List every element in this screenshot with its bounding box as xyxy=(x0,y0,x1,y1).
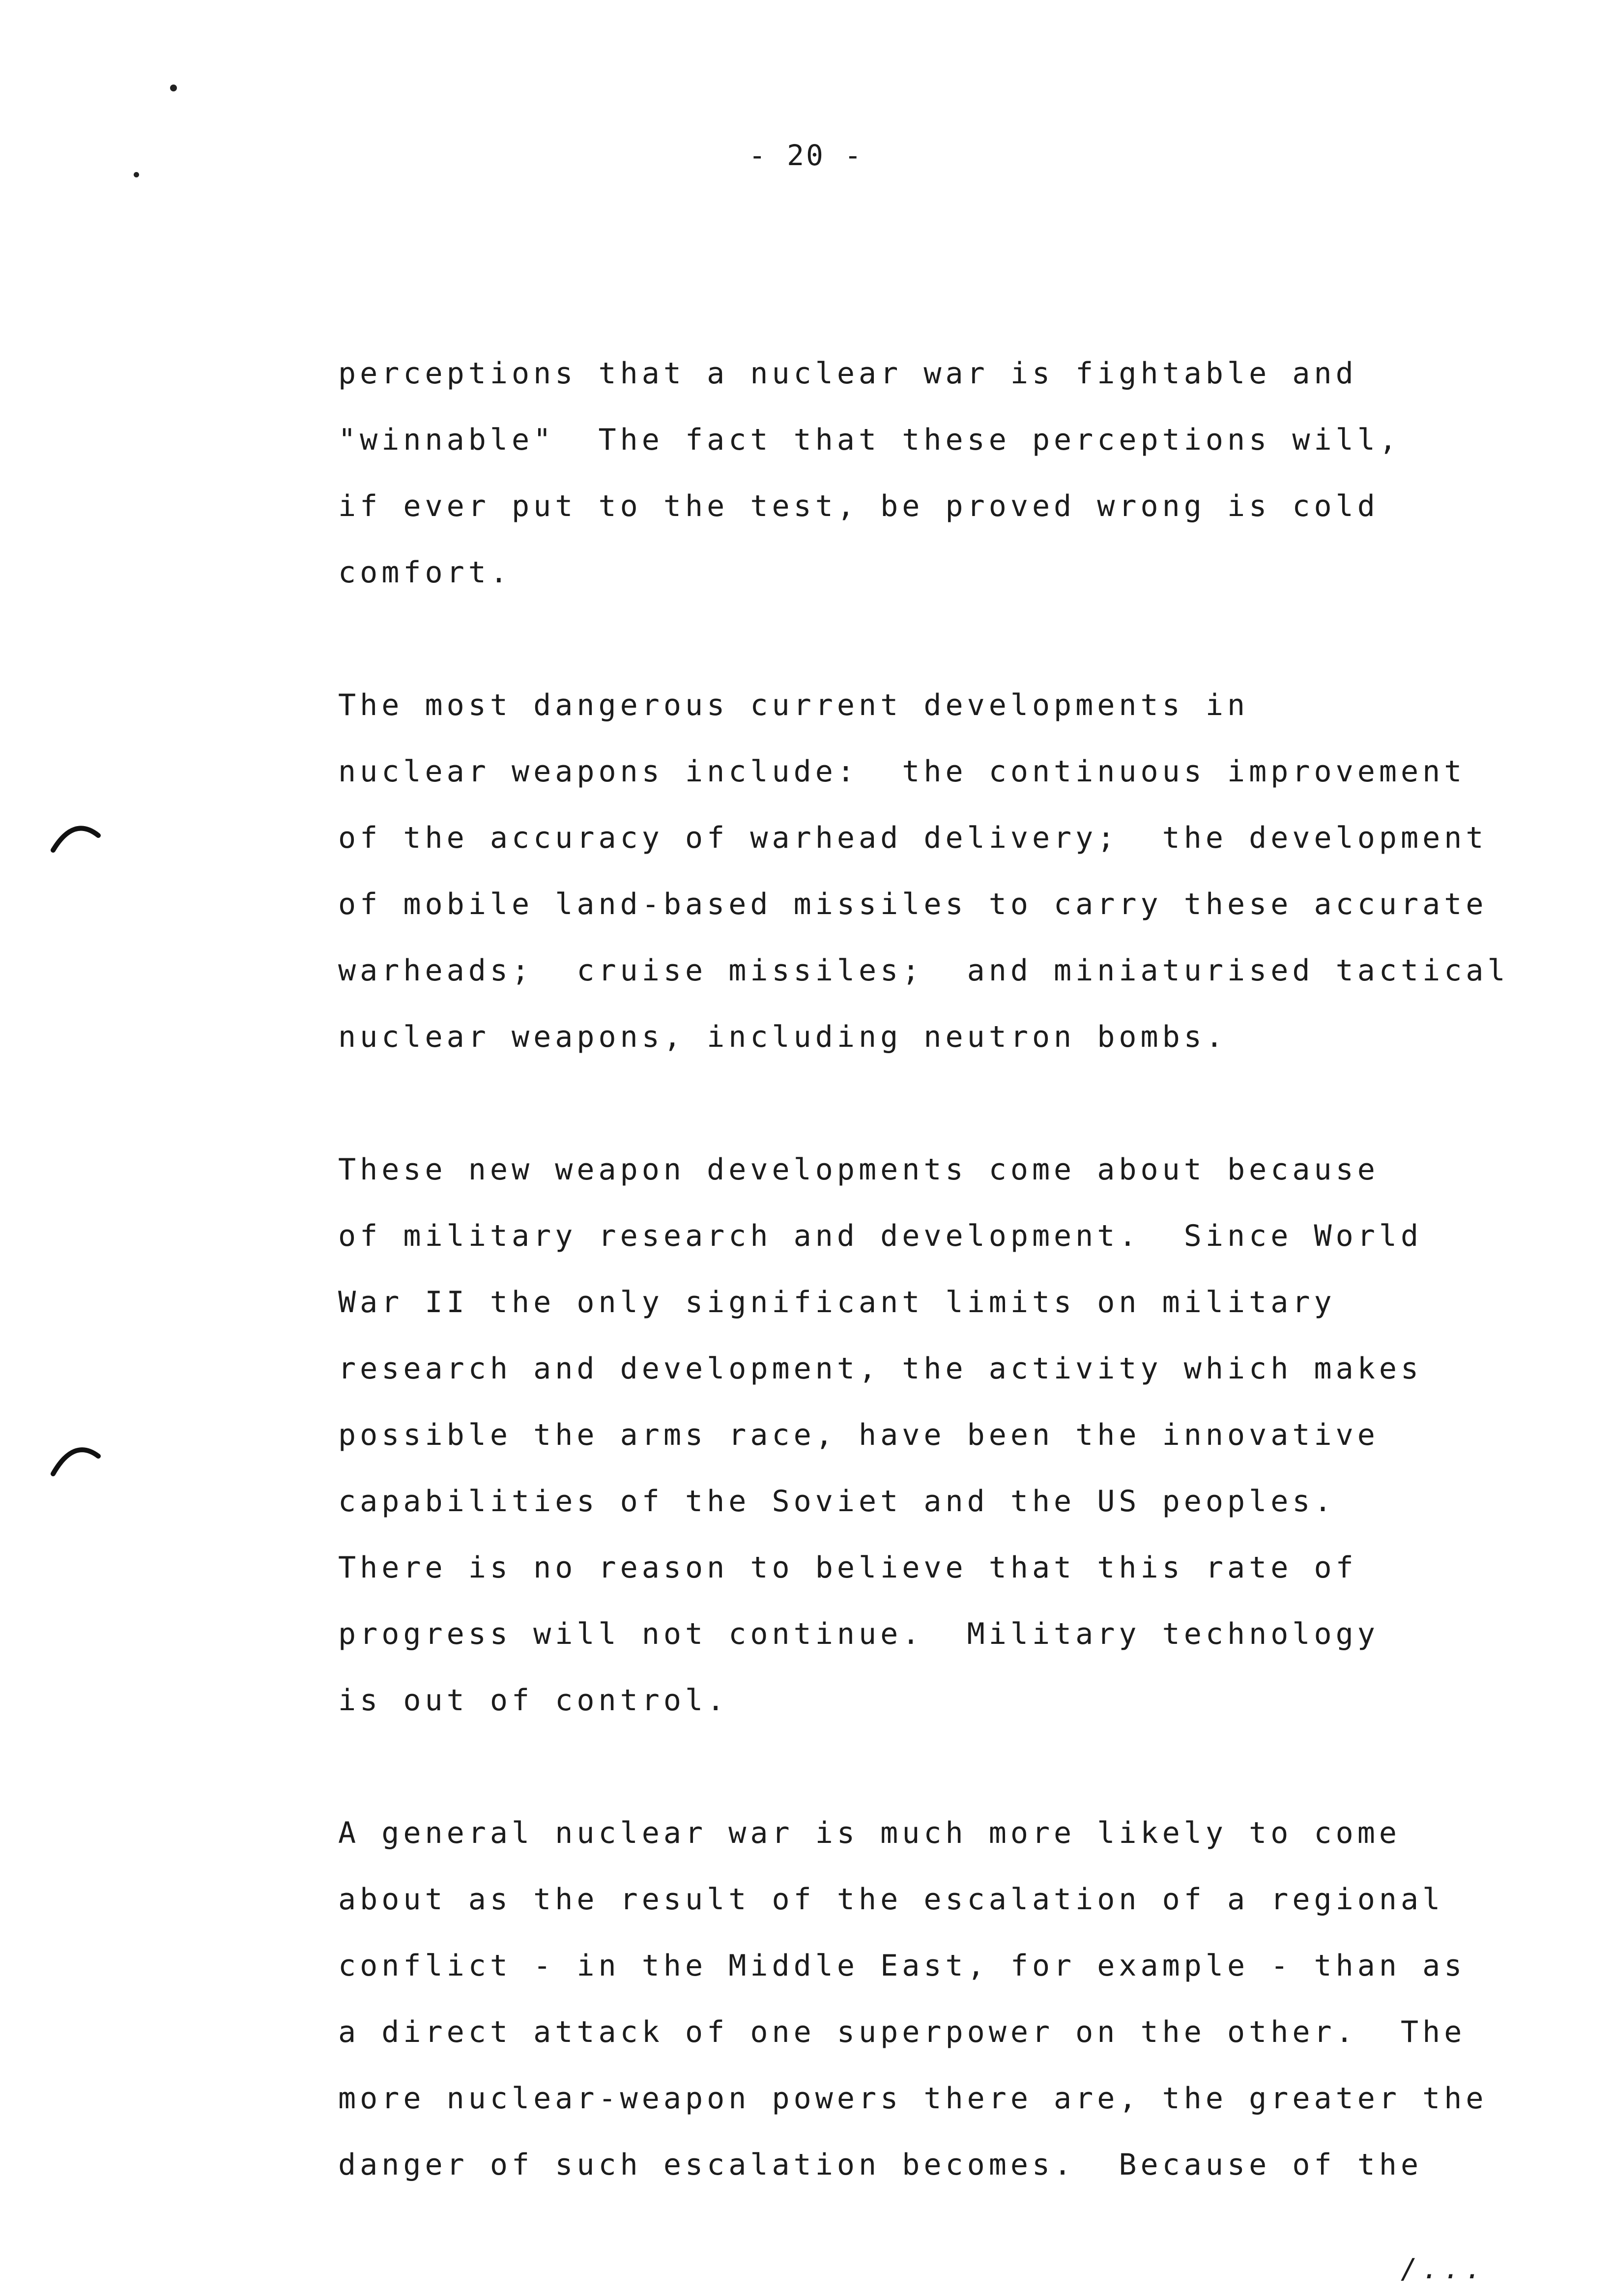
text-line: danger of such escalation becomes. Because of the xyxy=(338,2148,1423,2182)
text-line: "winnable" The fact that these perceptions will, xyxy=(338,423,1401,457)
scan-speck xyxy=(170,85,177,91)
punch-hole-arc xyxy=(49,816,103,855)
text-line: There is no reason to believe that this rate of xyxy=(338,1550,1357,1585)
text-line: warheads; cruise missiles; and miniaturised tactical xyxy=(338,953,1509,988)
text-line: conflict - in the Middle East, for example - than as xyxy=(338,1949,1466,1983)
text-line: more nuclear-weapon powers there are, the greater the xyxy=(338,2081,1488,2116)
text-line: War II the only significant limits on military xyxy=(338,1285,1336,1320)
text-line: perceptions that a nuclear war is fightable and xyxy=(338,356,1357,391)
text-line: of the accuracy of warhead delivery; the development xyxy=(338,821,1488,855)
text-line: The most dangerous current developments in xyxy=(338,688,1249,722)
text-line: if ever put to the test, be proved wrong is cold xyxy=(338,489,1379,523)
text-line: of military research and development. Since World xyxy=(338,1219,1423,1253)
text-line: A general nuclear war is much more likely to come xyxy=(338,1816,1401,1850)
text-line: about as the result of the escalation of a regional xyxy=(338,1882,1444,1917)
text-line: nuclear weapons include: the continuous improvement xyxy=(338,754,1466,789)
text-line: possible the arms race, have been the innovative xyxy=(338,1418,1379,1452)
text-line: progress will not continue. Military technology xyxy=(338,1617,1379,1651)
scan-speck xyxy=(134,172,139,177)
text-line: research and development, the activity which makes xyxy=(338,1351,1423,1386)
page-number: - 20 - xyxy=(748,139,864,172)
text-line: is out of control. xyxy=(338,1683,729,1718)
text-line: These new weapon developments come about because xyxy=(338,1152,1379,1187)
continuation-mark: /... xyxy=(1401,2253,1487,2285)
text-line: comfort. xyxy=(338,555,512,590)
text-line: nuclear weapons, including neutron bombs. xyxy=(338,1020,1228,1054)
punch-hole-arc xyxy=(49,1437,103,1477)
text-line: capabilities of the Soviet and the US peoples. xyxy=(338,1484,1336,1519)
text-line: a direct attack of one superpower on the other. The xyxy=(338,2015,1466,2049)
text-line: of mobile land-based missiles to carry these accurate xyxy=(338,887,1488,921)
